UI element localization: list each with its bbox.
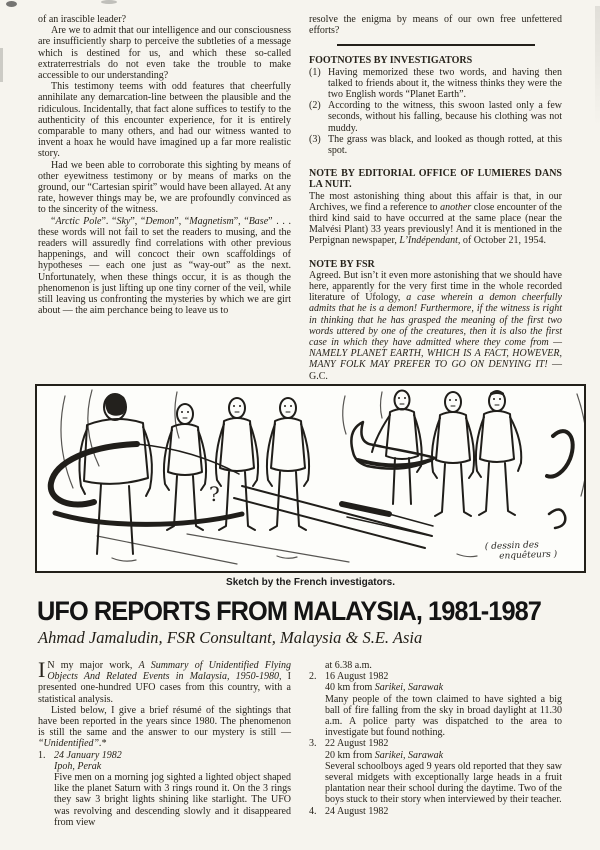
sketch-drawing xyxy=(37,386,584,571)
paragraph-group xyxy=(309,14,562,36)
section-divider xyxy=(337,44,535,46)
paragraph: Had we been able to corroborate this sighting by means of other eyewitness testimony or by means of marks on the ground, our “Cartesian spirit” would have been allayed. At any rate, however things may be, we are profoundly convinced as to the sincerity of the witness. xyxy=(38,159,291,216)
scan-artifact xyxy=(6,1,17,7)
sighting-date: 22 August 1982 xyxy=(325,738,389,750)
footnotes-heading: FOOTNOTES BY INVESTIGATORS xyxy=(309,55,473,67)
humanoid-figure-front xyxy=(476,391,521,516)
humanoid-figure-front xyxy=(432,392,474,516)
sighting-number: 1. xyxy=(38,749,46,761)
sighting-date: 16 August 1982 xyxy=(325,671,389,683)
footnote-number: (2) xyxy=(309,100,321,112)
figure-caption: Sketch by the French investigators. xyxy=(226,577,395,588)
sighting-continuation-line: at 6.38 a.m. xyxy=(325,660,372,671)
note-fsr-heading: NOTE BY FSR xyxy=(309,258,375,270)
article-title: UFO REPORTS FROM MALAYSIA, 1981-1987 xyxy=(37,596,541,626)
paragraph: This testimony teems with odd features that cheerfully annihilate any demarcation-line between the plausible and the ridiculous. Incidentally, that fact alone suffices to testify to the authenticity of this encounter experience, for it is entirely comparable to many others, and had our witness wanted to invent a hoax he would have imagined up a far more realistic story. xyxy=(38,81,291,160)
paragraph: resolve the enigma by means of our own free unfettered efforts? xyxy=(309,14,562,37)
sightings-list-right xyxy=(309,671,562,817)
footnote-text: The grass was black, and looked as though rotted, at this spot. xyxy=(328,133,562,157)
sighting-content xyxy=(54,750,291,828)
investigators-sketch-figure xyxy=(35,384,586,573)
paragraph: of an irascible leader? xyxy=(38,14,127,25)
left-canoe-shape xyxy=(51,444,432,548)
humanoid-figure-front xyxy=(216,398,258,530)
sighting-item xyxy=(309,738,562,805)
sightings-list-left xyxy=(38,750,291,828)
footnote-item xyxy=(309,134,562,156)
humanoid-figure-front xyxy=(164,404,206,530)
paragraph: “Arctic Pole”. “Sky”, “Demon”, “Magnetism”, “Base” . . . these words will not fail to set the readers to musing, and the readers will assuredly find correlations with other previous happenings, and will concoct their own scaffoldings of hypotheses — each one just as “way-out” as the next. Unfortunately, when these things occur, it is as though the phenomenon is just lifting up one tiny corner of the veil, while still leaving us confronting the mysteries by which we are girt about — the aim perchance being to leave us to xyxy=(38,215,291,317)
sighting-description: Many people of the town claimed to have sighted a big ball of fire falling from the sky in broad daylight at 11.30 a.m. A police party was dispatched to the area to investigate but found nothing. xyxy=(325,693,562,739)
note-lumieres-text xyxy=(309,191,562,247)
sighting-location: 40 km from Sarikei, Sarawak xyxy=(325,682,444,694)
paragraph: The most astonishing thing about this affair is that, in our Archives, we find a reference to another close encounter of the third kind said to have occurred at the same place (near the Malvési Plant) 33 years previously! And it is mentioned in the Perpignan newspaper, L’Indépendant, of October 21, 1954. xyxy=(309,190,562,247)
sighting-content xyxy=(325,671,562,738)
footnote-item xyxy=(309,100,562,134)
paragraph: Are we to admit that our intelligence and our consciousness are insufficiently sharp to perceive the subtleties of a message which is destined for us, and which these so-called extraterrestrials do not even take the trouble to make accessible to our understanding? xyxy=(38,25,291,82)
scan-artifact xyxy=(595,6,600,126)
sighting-location: 20 km from Sarikei, Sarawak xyxy=(325,749,444,761)
humanoid-figure-back xyxy=(79,394,151,555)
paragraph: Listed below, I give a brief résumé of the sightings that have been reported in the years since 1980. The phenomenon is still the same and the answer to our mystery is still — “Unidentified”.* xyxy=(38,704,291,750)
sighting-item xyxy=(309,671,562,738)
sighting-item xyxy=(309,806,562,817)
scan-artifact xyxy=(101,0,117,4)
sighting-description: Several schoolboys aged 9 years old reported that they saw several midgets with exceptionally large heads in a fruit plantation near their school during the daytime. Two of the boys stuck to their story when interviewed by their teacher. xyxy=(325,760,562,806)
note-fsr-text xyxy=(309,270,562,382)
bottom-right-column xyxy=(309,660,562,817)
top-left-column xyxy=(38,14,291,316)
scan-artifact xyxy=(0,48,3,82)
bottom-left-column xyxy=(38,657,291,828)
sighting-number: 3. xyxy=(309,738,317,750)
footnote-number: (1) xyxy=(309,66,321,78)
sighting-content xyxy=(325,806,562,817)
sighting-date: 24 January 1982 xyxy=(54,749,122,761)
sighting-number: 4. xyxy=(309,805,317,817)
footnote-text: According to the witness, this swoon lasted only a few seconds, without his falling, because his clothing was not muddy. xyxy=(328,100,562,134)
note-lumieres-heading: NOTE BY EDITORIAL OFFICE OF LUMIERES DANS LA NUIT. xyxy=(309,168,562,191)
paragraph: I N my major work, A Summary of Unidentified Flying Objects And Related Events in Malaysia, 1950-1980, I presented one-hundred UFO cases from this country, with a statistical analysis. xyxy=(38,657,291,705)
footnote-item xyxy=(309,67,562,101)
sketch-signature xyxy=(485,539,558,563)
right-swoosh-shapes xyxy=(547,431,573,528)
intro-paragraphs xyxy=(38,657,291,750)
svg-text:( dessin des: ( dessin des xyxy=(484,540,539,553)
sighting-date: 24 August 1982 xyxy=(325,805,389,817)
paragraph: Agreed. But isn’t it even more astonishing that we should have here, apparently for the very first time in the whole recorded literature of Ufology, a case wherein a demon cheerfully admits that he is a demon! Furthermore, if the witness is right in thinking that he has grasped the meaning of the first two words uttered by one of the creatures, then it is also the first case in which they have admitted where they come from — NAMELY PLANET EARTH, WHICH IS A FACT, HOWEVER, MANY FOLK MAY PREFER TO GO ON DENYING IT! — G.C. xyxy=(309,269,563,382)
top-right-column xyxy=(309,14,562,382)
question-mark-doodle: ? xyxy=(209,482,220,506)
sighting-description: Five men on a morning jog sighted a lighted object shaped like the planet Saturn with 3 rings round it. On the 3 rings they saw 3 bright lights shining like starlight. The UFO was revolving and descending slowly and it disappeared from view xyxy=(54,772,291,828)
sighting-number: 2. xyxy=(309,671,317,683)
humanoid-figure-front xyxy=(267,398,309,530)
article-byline: Ahmad Jamaludin, FSR Consultant, Malaysia & S.E. Asia xyxy=(38,628,423,647)
sighting-content xyxy=(325,738,562,805)
sighting-item xyxy=(38,750,291,828)
footnotes-list xyxy=(309,67,562,157)
svg-text:enquêteurs ): enquêteurs ) xyxy=(499,549,558,562)
sighting-location: Ipoh, Perak xyxy=(54,760,102,772)
footnote-number: (3) xyxy=(309,133,321,145)
footnote-text: Having memorized these two words, and having then talked to friends about it, the witness thinks they were the two English words “Planet Earth”. xyxy=(328,66,562,101)
